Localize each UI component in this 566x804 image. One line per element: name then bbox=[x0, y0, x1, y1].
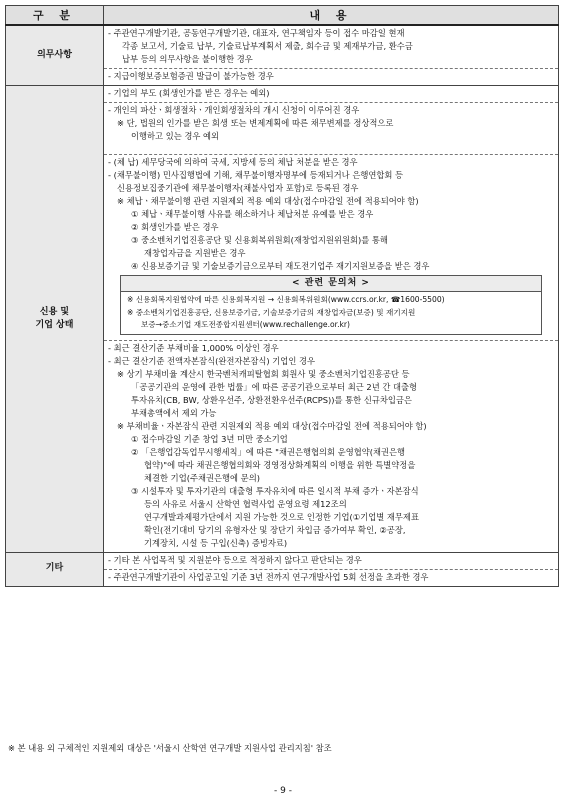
content-block bbox=[104, 570, 558, 586]
content-line: 협약)"에 따라 채권은행협의회와 경영정상화계획의 이행을 위한 특별약정을 bbox=[144, 459, 416, 470]
table-header-row bbox=[6, 6, 559, 26]
content-line: ① 접수마감일 기준 창업 3년 미만 중소기업 bbox=[131, 433, 288, 444]
row-credit-status bbox=[6, 86, 559, 553]
content-line: 부채총액에서 제외 가능 bbox=[131, 407, 217, 418]
content-block bbox=[104, 341, 558, 552]
content-block bbox=[104, 26, 558, 69]
contact-box-body bbox=[121, 292, 541, 334]
category-others: 기타 bbox=[6, 552, 104, 586]
content-line: 체결한 기업(주채권은행에 문의) bbox=[144, 472, 260, 483]
content-line: - 기타 본 사업목적 및 지원분야 등으로 적정하지 않다고 판단되는 경우 bbox=[108, 554, 362, 565]
content-line: ① 체납ㆍ채무불이행 사유를 해소하거나 체납처분 유예를 받은 경우 bbox=[131, 209, 374, 219]
eligibility-table bbox=[5, 5, 559, 587]
content-line: ※ 상기 부채비율 계산시 한국벤처캐피탈협회 회원사 및 중소벤처기업진흥공단 등 bbox=[117, 368, 410, 379]
content-line: - 최근 결산기준 부채비율 1,000% 이상인 경우 bbox=[108, 342, 279, 353]
category-credit-status: 신용 및 기업 상태 bbox=[6, 86, 104, 553]
content-block bbox=[104, 69, 558, 85]
content-credit-status bbox=[104, 86, 559, 553]
content-line: ② 회생인가를 받은 경우 bbox=[131, 222, 219, 232]
row-others bbox=[6, 552, 559, 586]
content-line: - 개인의 파산ㆍ회생절차ㆍ개인회생절차의 개시 신청이 이루어진 경우 bbox=[108, 105, 360, 115]
content-line: ② 「은행업감독업무시행세칙」에 따른 "채권은행협의회 운영협약(채권은행 bbox=[131, 446, 406, 457]
content-others bbox=[104, 552, 559, 586]
content-block bbox=[104, 103, 558, 155]
page-number: - 9 - bbox=[274, 786, 292, 796]
content-line: ※ 부채비율ㆍ자본잠식 관련 지원제외 적용 예외 대상(접수마감일 전에 적용되어야 함) bbox=[117, 420, 427, 431]
footnote: ※ 본 내용 외 구체적인 지원제외 대상은 '서울시 산학연 연구개발 지원사업 관리지침' 참조 bbox=[8, 743, 332, 753]
content-line: 각종 보고서, 기술료 납부, 기술료납부계획서 제출, 회수금 및 제재부가금, 환수금 bbox=[122, 41, 413, 51]
content-line: ※ 중소벤처기업진흥공단, 신용보증기금, 기술보증기금의 재창업자금(보증) 및 재기지원 bbox=[127, 307, 416, 317]
content-line: 확인(전기대비 당기의 유형자산 및 장단기 차입금 증가여부 확인, ②공장, bbox=[144, 524, 406, 535]
spacer bbox=[108, 143, 554, 152]
content-line: 기계장치, 시설 등 구입(신축) 증빙자료) bbox=[144, 537, 288, 548]
content-line: ※ 신용회복지원협약에 따른 신용회복지원 → 신용회복위원회(www.ccrs.or.kr, ☎1600-5500) bbox=[127, 295, 445, 304]
content-line: ③ 시설투자 및 투자기관의 대출형 투자유치에 따른 일시적 부채 증가ㆍ자본잠식 bbox=[131, 485, 419, 496]
content-line: 보증→중소기업 재도전종합지원센터(www.rechallenge.or.kr) bbox=[141, 320, 350, 329]
content-line: - 기업의 부도 (회생인가를 받은 경우는 예외) bbox=[108, 88, 270, 98]
content-obligations bbox=[104, 25, 559, 86]
header-category: 구 분 bbox=[6, 6, 104, 26]
content-line: 「공공기관의 운영에 관한 법률」에 따른 공공기관으로부터 최근 2년 간 대출형 bbox=[131, 381, 418, 392]
content-line: - 주관연구개발기관이 사업공고일 기준 3년 전까지 연구개발사업 5회 선정을 초과한 경우 bbox=[108, 571, 429, 582]
content-line: - 최근 결산기준 전액자본잠식(완전자본잠식) 기업인 경우 bbox=[108, 355, 315, 366]
content-line: 연구개발과제평가단에서 지원 가능한 것으로 인정한 기업(①기업별 재무제표 bbox=[144, 511, 419, 522]
row-obligations bbox=[6, 25, 559, 86]
content-line: 재창업자금을 지원받은 경우 bbox=[144, 248, 246, 258]
content-line: 등의 사유로 서울시 산학연 협력사업 운영요령 제12조의 bbox=[144, 498, 347, 509]
content-line: 납부 등의 의무사항을 불이행한 경우 bbox=[122, 54, 253, 64]
content-line: ④ 신용보증기금 및 기술보증기금으로부터 재도전기업주 재기지원보증을 받은 경우 bbox=[131, 261, 430, 271]
content-line: ③ 중소벤처기업진흥공단 및 신용회복위원회(재창업지원위원회)를 통해 bbox=[131, 235, 388, 245]
content-line: 신용정보집중기관에 채무불이행자(채불사업자 포함)로 등록된 경우 bbox=[117, 183, 359, 193]
content-line: ※ 체납ㆍ채무불이행 관련 지원제외 적용 예외 대상(접수마감일 전에 적용되어야 함) bbox=[117, 196, 419, 206]
content-block bbox=[104, 155, 558, 341]
content-line: - 지급이행보증보험증권 발급이 불가능한 경우 bbox=[108, 71, 274, 81]
content-line: - 주관연구개발기관, 공동연구개발기관, 대표자, 연구책임자 등이 접수 마감일 현재 bbox=[108, 28, 405, 38]
category-obligations: 의무사항 bbox=[6, 25, 104, 86]
content-line: 투자유치(CB, BW, 상환우선주, 상환전환우선주(RCPS))를 통한 신규차입금은 bbox=[131, 394, 412, 405]
contact-info-box bbox=[120, 275, 542, 335]
content-line: - (채무불이행) 민사집행법에 기해, 채무불이행자명부에 등재되거나 은행연합회 등 bbox=[108, 170, 404, 180]
content-block bbox=[104, 86, 558, 103]
content-line: - (체 납) 세무당국에 의하여 국세, 지방세 등의 체납 처분을 받은 경우 bbox=[108, 157, 358, 167]
content-block bbox=[104, 553, 558, 570]
header-content: 내 용 bbox=[104, 6, 559, 26]
content-line: 이행하고 있는 경우 예외 bbox=[131, 131, 220, 141]
contact-box-title: < 관련 문의처 > bbox=[121, 276, 541, 292]
content-line: ※ 단, 법원의 인가를 받은 회생 또는 변제계획에 따른 채무변제를 정상적으로 bbox=[117, 118, 394, 128]
